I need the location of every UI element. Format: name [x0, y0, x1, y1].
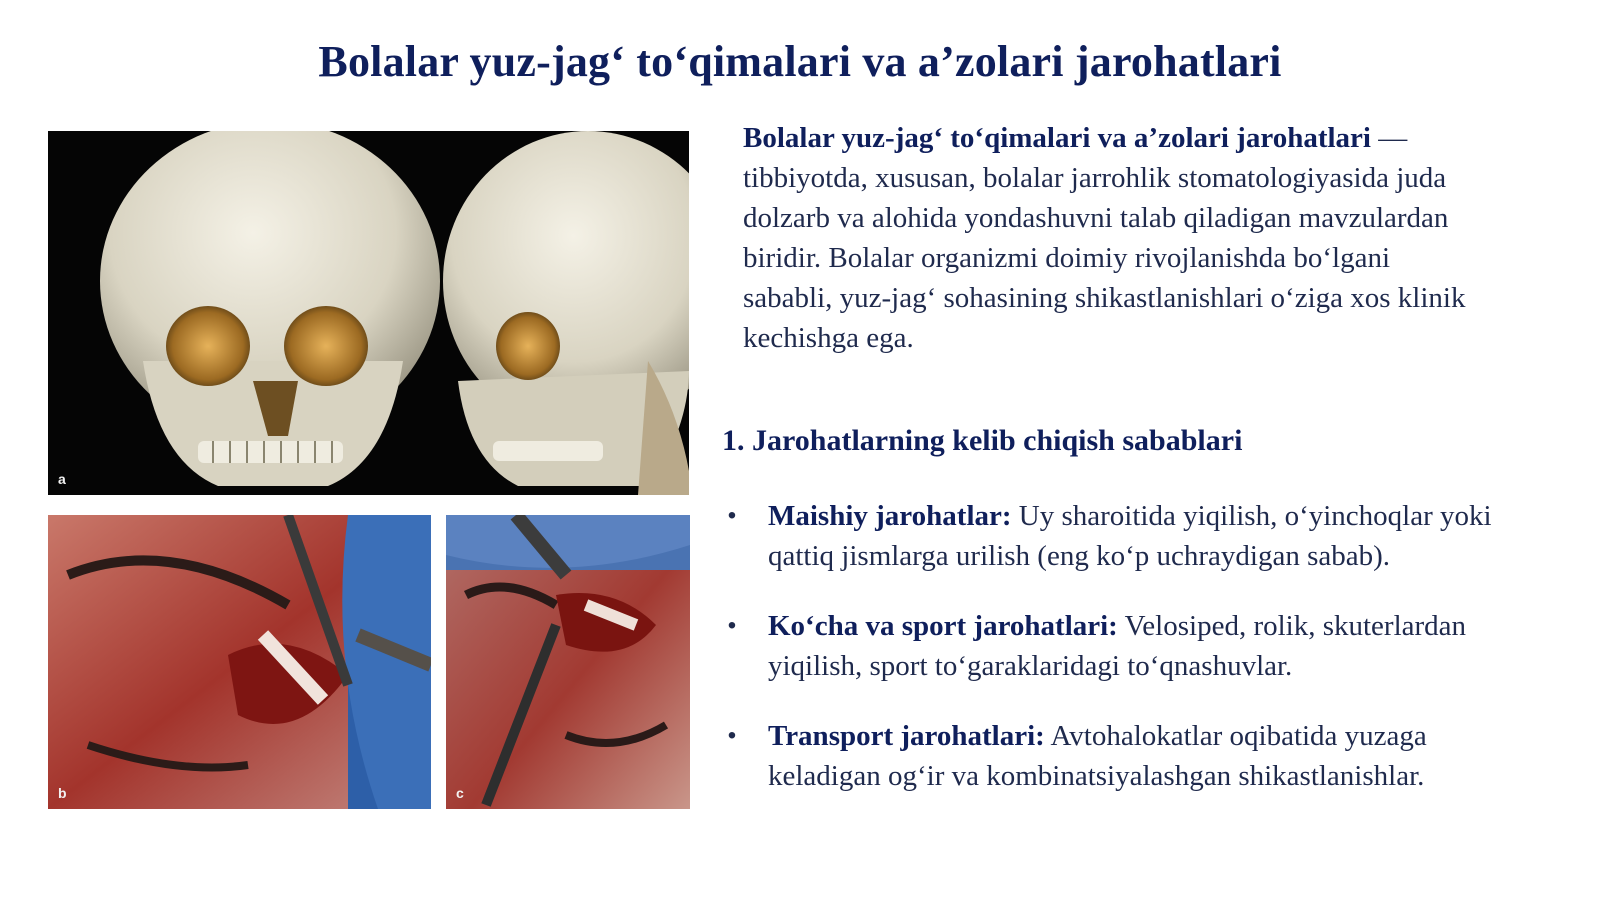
surgery-photo-c	[446, 515, 690, 809]
panel-a-letter: a	[58, 471, 66, 487]
bullet-icon: •	[727, 502, 737, 529]
section-heading: 1. Jarohatlarning kelib chiqish sabablari	[722, 424, 1243, 457]
list-item	[722, 496, 1542, 576]
panel-b-letter: b	[58, 785, 67, 801]
panel-c-letter: c	[456, 785, 464, 801]
bullet-label: Maishiy jarohatlar:	[768, 500, 1012, 532]
causes-list	[722, 496, 1542, 796]
bullet-text: Uy sharoitida yiqilish, o‘yinchoqlar yoki qattiq jismlarga urilish (eng ko‘p uchraydigan sabab).	[768, 500, 1492, 572]
bullet-icon: •	[727, 612, 737, 639]
intro-definition: — tibbiyotda, xususan, bolalar jarrohlik stomatologiyasida juda dolzarb va alohida yondashuvni talab qiladigan mavzulardan biridir. Bolalar organizmi doimiy rivojlanishda bo‘lgani sababli, yuz-jag‘ sohasining shikastlanishlari o‘ziga xos klinik kechishga ega.	[743, 122, 1466, 354]
bullet-text: Avtohalokatlar oqibatida yuzaga keladigan og‘ir va kombinatsiyalashgan shikastlanishlar.	[768, 720, 1427, 792]
bullet-icon: •	[727, 722, 737, 749]
bullet-label: Ko‘cha va sport jarohatlari:	[768, 610, 1118, 642]
list-item	[722, 606, 1542, 686]
surgery-photo-b	[48, 515, 431, 809]
intro-term: Bolalar yuz-jag‘ to‘qimalari va a’zolari jarohatlari	[743, 122, 1371, 154]
bullet-text: Velosiped, rolik, skuterlardan yiqilish, sport to‘garaklaridagi to‘qnashuvlar.	[768, 610, 1467, 682]
slide-title: Bolalar yuz-jag‘ to‘qimalari va a’zolari jarohatlari	[318, 37, 1282, 86]
intro-paragraph	[743, 118, 1473, 358]
ct-skull-image	[48, 131, 689, 495]
list-item	[722, 716, 1542, 796]
bullet-label: Transport jarohatlari:	[768, 720, 1045, 752]
